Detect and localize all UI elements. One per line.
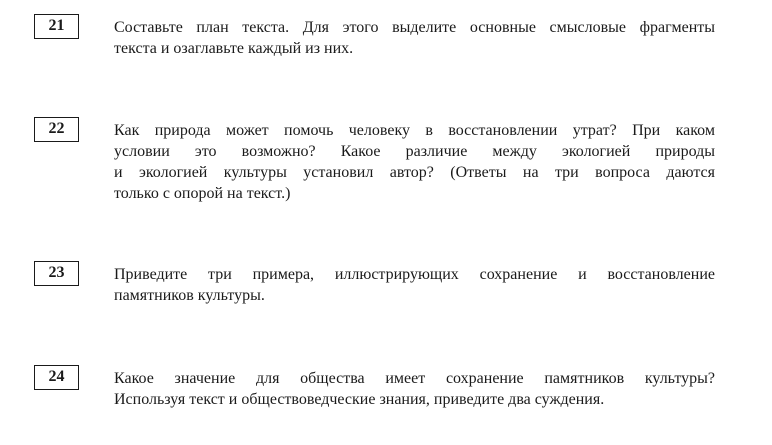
task-number-box: 22: [34, 117, 79, 142]
task-number-box: 21: [34, 14, 79, 39]
task-text-line: Составьте план текста. Для этого выделите основные смысловые фрагменты: [114, 19, 715, 36]
task-number-box: 24: [34, 365, 79, 390]
task-text: [114, 17, 715, 59]
task-text-line: Приведите три примера, иллюстрирующих сохранение и восстановление: [114, 266, 715, 283]
task-text-line: и экологией культуры установил автор? (Ответы на три вопроса даются: [114, 164, 715, 181]
task-number-box: 23: [34, 261, 79, 286]
task-text-line: Как природа может помочь человеку в восстановлении утрат? При каком: [114, 122, 715, 139]
task-text-line: только с опорой на текст.): [114, 185, 291, 202]
task-text: [114, 264, 715, 306]
task-text-line: условии это возможно? Какое различие между экологией природы: [114, 143, 715, 160]
task-text: [114, 120, 715, 204]
task-text-line: Какое значение для общества имеет сохранение памятников культуры?: [114, 370, 715, 387]
task-text-line: памятников культуры.: [114, 287, 265, 304]
task-text-line: Используя текст и обществоведческие знания, приведите два суждения.: [114, 391, 605, 408]
task-text: [114, 368, 715, 410]
task-text-line: текста и озаглавьте каждый из них.: [114, 40, 354, 57]
